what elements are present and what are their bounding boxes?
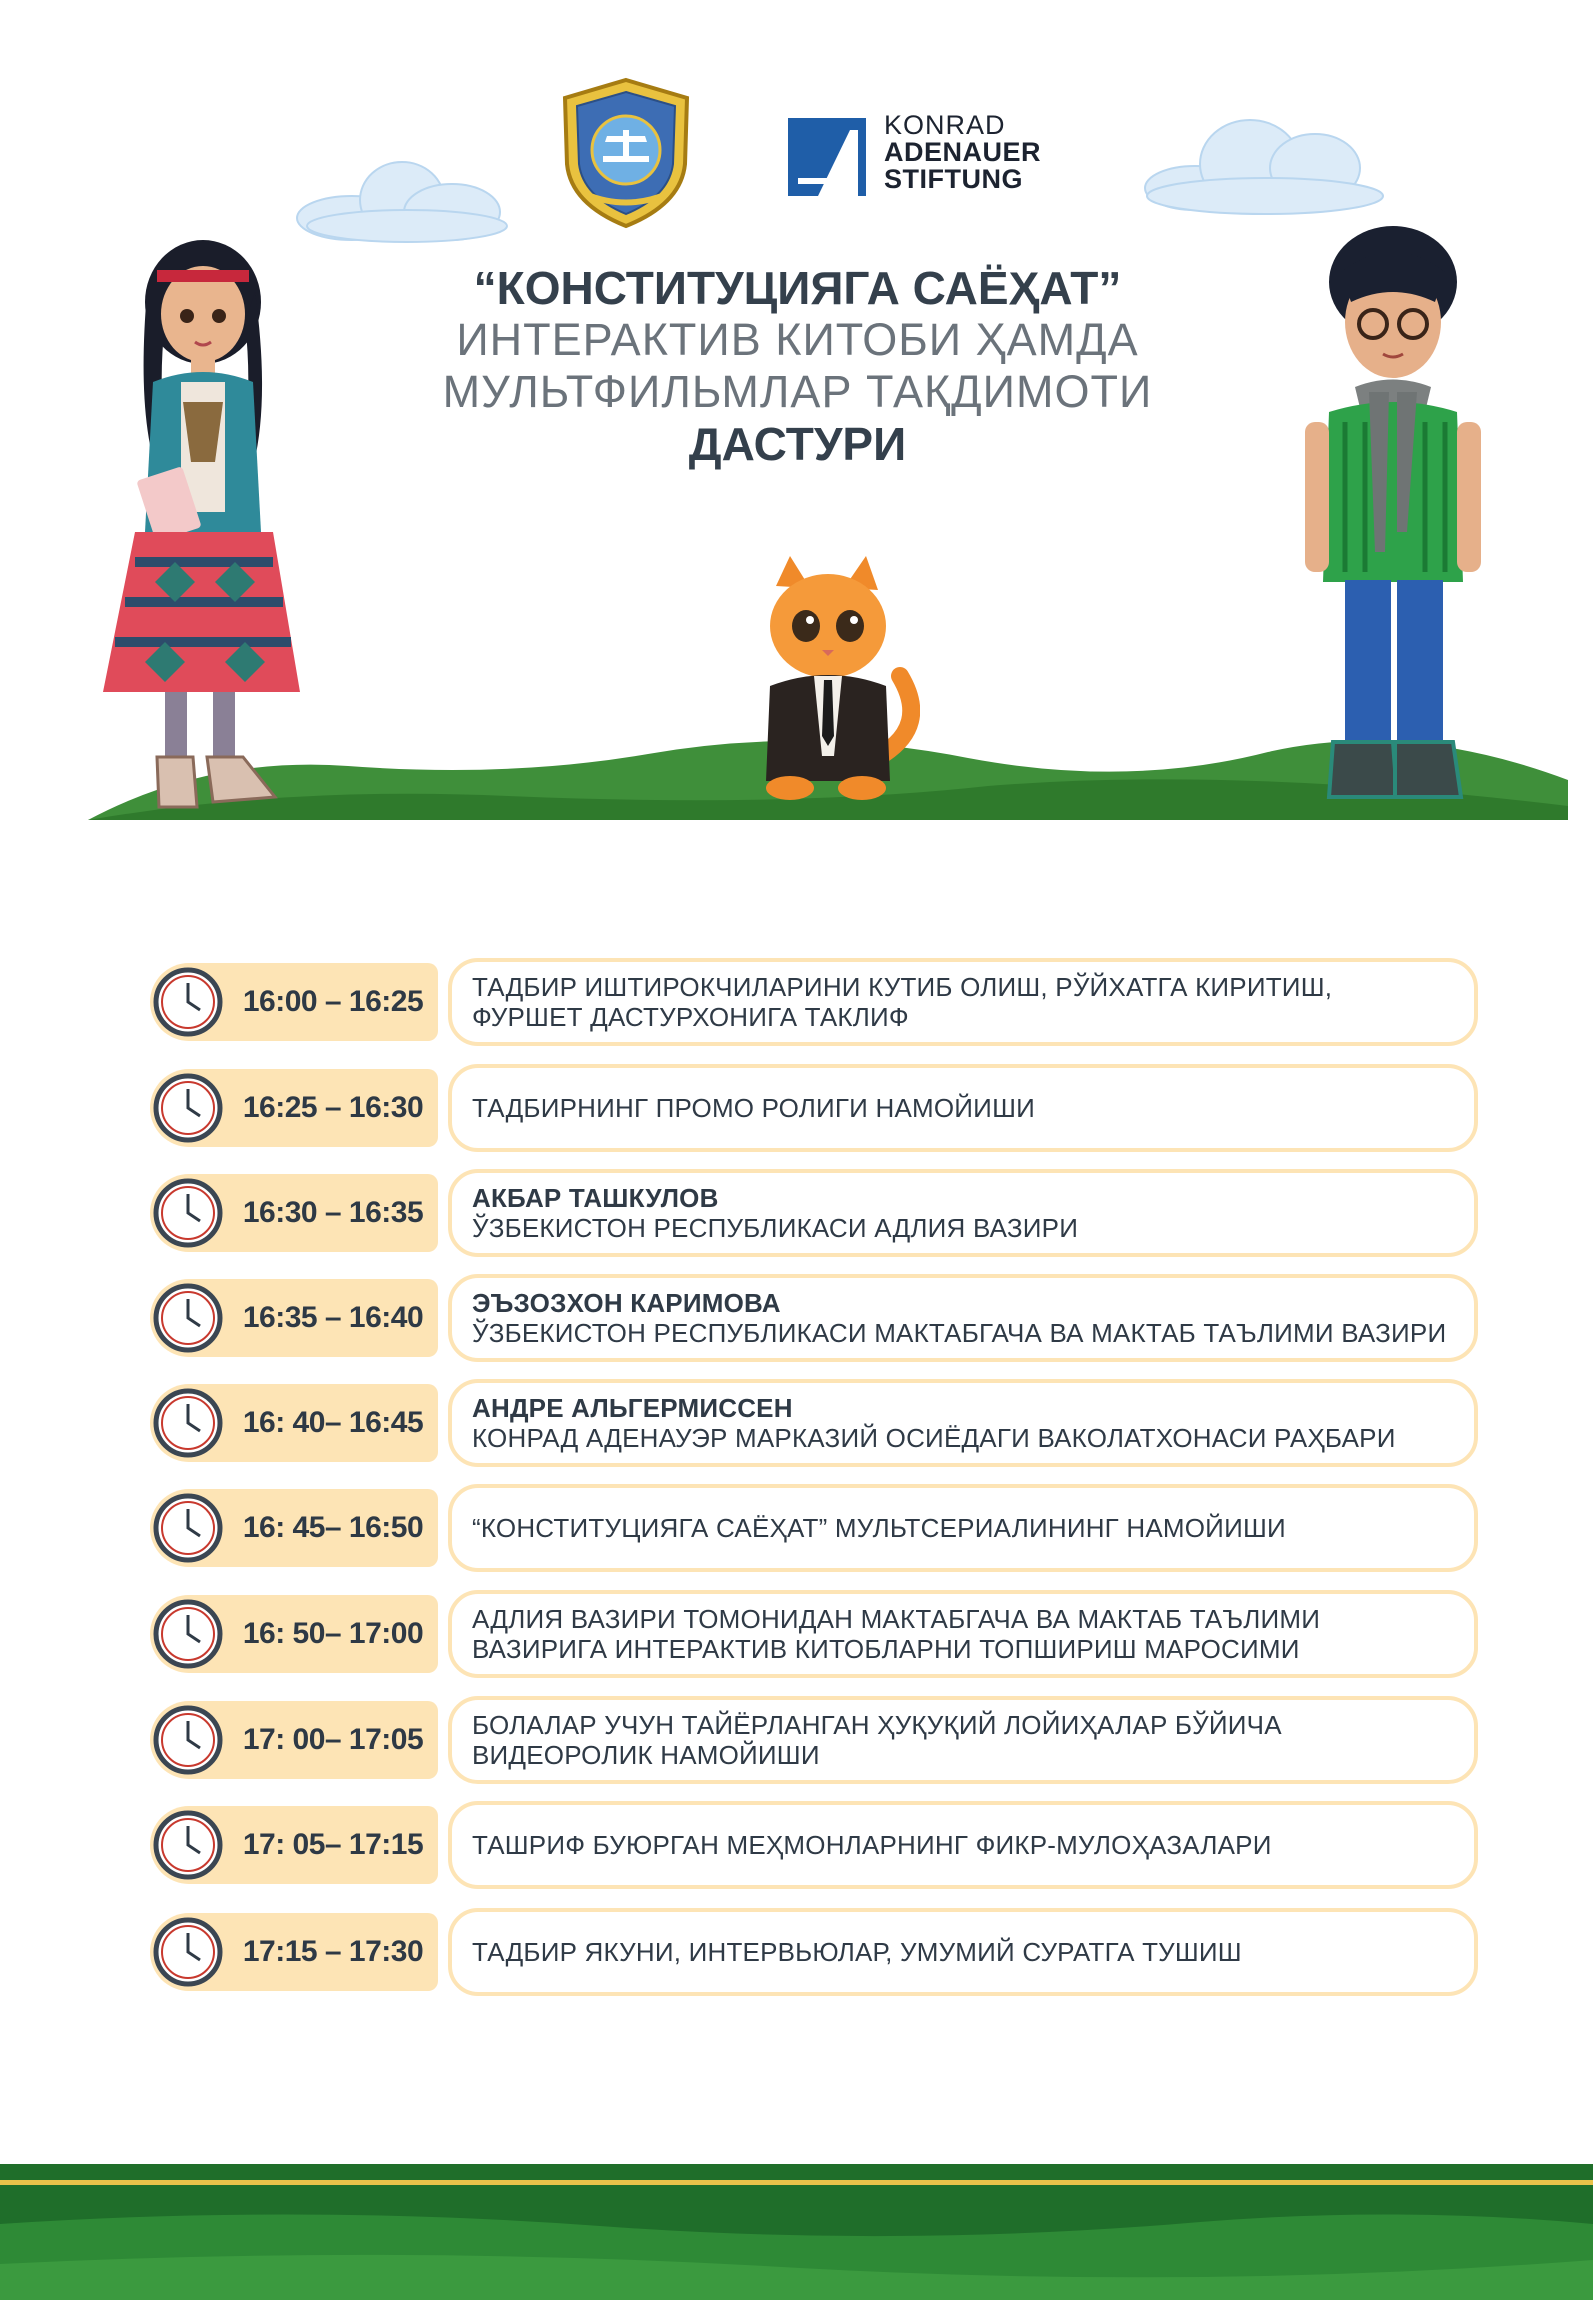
- agenda-row-8: [150, 1696, 1456, 1784]
- kas-logo-mark: [788, 118, 866, 196]
- agenda-description: [448, 958, 1478, 1046]
- agenda-row-9: [150, 1801, 1456, 1889]
- kas-logo-line1: KONRAD: [884, 110, 1006, 140]
- agenda-row-4: [150, 1274, 1456, 1362]
- description-line-2: ВИДЕОРОЛИК НАМОЙИШИ: [472, 1740, 820, 1770]
- footer-band: [0, 2164, 1593, 2300]
- description-line-2: ФУРШЕТ ДАСТУРХОНИГА ТАКЛИФ: [472, 1002, 909, 1032]
- title-line-3: МУЛЬТФИЛЬМЛАР ТАҚДИМОТИ: [442, 366, 1153, 417]
- ministry-emblem: [555, 76, 697, 230]
- agenda-description: [448, 1908, 1478, 1996]
- speaker-name: АКБАР ТАШКУЛОВ: [472, 1183, 719, 1213]
- time-range: 16: 50– 17:00: [242, 1617, 424, 1650]
- clock-icon: [153, 1917, 223, 1987]
- clock-icon: [153, 967, 223, 1037]
- time-range: 16:35 – 16:40: [242, 1301, 424, 1334]
- speaker-title: ЎЗБЕКИСТОН РЕСПУБЛИКАСИ МАКТАБГАЧА ВА МАКТАБ ТАЪЛИМИ ВАЗИРИ: [472, 1318, 1447, 1348]
- agenda-description: [448, 1064, 1478, 1152]
- description-line-1: БОЛАЛАР УЧУН ТАЙЁРЛАНГАН ҲУҚУҚИЙ ЛОЙИҲАЛАР БЎЙИЧА: [472, 1710, 1282, 1740]
- agenda-description: [448, 1590, 1478, 1678]
- speaker-name: АНДРЕ АЛЬГЕРМИССЕН: [472, 1393, 793, 1423]
- time-range: 16: 45– 16:50: [242, 1511, 424, 1544]
- time-range: 16:00 – 16:25: [242, 985, 424, 1018]
- boy-character: [1285, 212, 1500, 817]
- page-title: [330, 262, 1265, 470]
- time-pill: [150, 1279, 438, 1357]
- description-line-1: ТАДБИР ЯКУНИ, ИНТЕРВЬЮЛАР, УМУМИЙ СУРАТГА ТУШИШ: [472, 1937, 1242, 1967]
- kas-logo: [788, 112, 1053, 202]
- cat-in-suit: [750, 556, 920, 806]
- time-range: 16:30 – 16:35: [242, 1196, 424, 1229]
- time-pill: [150, 1174, 438, 1252]
- clock-icon: [153, 1599, 223, 1669]
- time-pill: [150, 1701, 438, 1779]
- kas-logo-line2: ADENAUER: [884, 137, 1042, 167]
- time-pill: [150, 1595, 438, 1673]
- description-line-1: ТАДБИР ИШТИРОКЧИЛАРИНИ КУТИБ ОЛИШ, РЎЙХАТГА КИРИТИШ,: [472, 972, 1333, 1002]
- kas-logo-line3: STIFTUNG: [884, 164, 1023, 194]
- time-range: 16: 40– 16:45: [242, 1406, 424, 1439]
- title-line-1: “КОНСТИТУЦИЯГА САЁҲАТ”: [473, 262, 1122, 314]
- description-line-1: ТАШРИФ БУЮРГАН МЕҲМОНЛАРНИНГ ФИКР-МУЛОҲАЗАЛАРИ: [472, 1830, 1272, 1860]
- agenda-row-2: [150, 1064, 1456, 1152]
- time-range: 16:25 – 16:30: [242, 1091, 424, 1124]
- agenda-description: [448, 1801, 1478, 1889]
- time-range: 17: 05– 17:15: [242, 1828, 424, 1861]
- clock-icon: [153, 1810, 223, 1880]
- time-pill: [150, 1069, 438, 1147]
- agenda-row-7: [150, 1590, 1456, 1678]
- agenda-row-10: [150, 1908, 1456, 1996]
- clock-icon: [153, 1178, 223, 1248]
- time-pill: [150, 1913, 438, 1991]
- description-line-1: ТАДБИРНИНГ ПРОМО РОЛИГИ НАМОЙИШИ: [472, 1093, 1035, 1123]
- cloud-right: [1140, 108, 1390, 220]
- agenda-description: [448, 1274, 1478, 1362]
- agenda-description: [448, 1379, 1478, 1467]
- time-pill: [150, 1384, 438, 1462]
- description-line-2: ВАЗИРИГА ИНТЕРАКТИВ КИТОБЛАРНИ ТОПШИРИШ МАРОСИМИ: [472, 1634, 1300, 1664]
- girl-character: [95, 232, 310, 817]
- time-pill: [150, 1806, 438, 1884]
- agenda-row-1: [150, 958, 1456, 1046]
- clock-icon: [153, 1493, 223, 1563]
- clock-icon: [153, 1705, 223, 1775]
- agenda-description: [448, 1484, 1478, 1572]
- time-range: 17:15 – 17:30: [242, 1935, 424, 1968]
- agenda-row-3: [150, 1169, 1456, 1257]
- description-line-1: АДЛИЯ ВАЗИРИ ТОМОНИДАН МАКТАБГАЧА ВА МАКТАБ ТАЪЛИМИ: [472, 1604, 1321, 1634]
- clock-icon: [153, 1283, 223, 1353]
- agenda-row-5: [150, 1379, 1456, 1467]
- speaker-title: КОНРАД АДЕНАУЭР МАРКАЗИЙ ОСИЁДАГИ ВАКОЛАТХОНАСИ РАҲБАРИ: [472, 1423, 1396, 1453]
- time-pill: [150, 963, 438, 1041]
- cloud-left: [292, 150, 517, 246]
- agenda-description: [448, 1696, 1478, 1784]
- agenda-row-6: [150, 1484, 1456, 1572]
- speaker-title: ЎЗБЕКИСТОН РЕСПУБЛИКАСИ АДЛИЯ ВАЗИРИ: [472, 1213, 1079, 1243]
- time-pill: [150, 1489, 438, 1567]
- speaker-name: ЭЪЗОЗХОН КАРИМОВА: [472, 1288, 781, 1318]
- time-range: 17: 00– 17:05: [242, 1723, 424, 1756]
- clock-icon: [153, 1388, 223, 1458]
- clock-icon: [153, 1073, 223, 1143]
- description-line-1: “КОНСТИТУЦИЯГА САЁҲАТ” МУЛЬТСЕРИАЛИНИНГ НАМОЙИШИ: [472, 1513, 1286, 1543]
- title-line-4: ДАСТУРИ: [688, 418, 907, 470]
- agenda-description: [448, 1169, 1478, 1257]
- title-line-2: ИНТЕРАКТИВ КИТОБИ ҲАМДА: [456, 314, 1139, 365]
